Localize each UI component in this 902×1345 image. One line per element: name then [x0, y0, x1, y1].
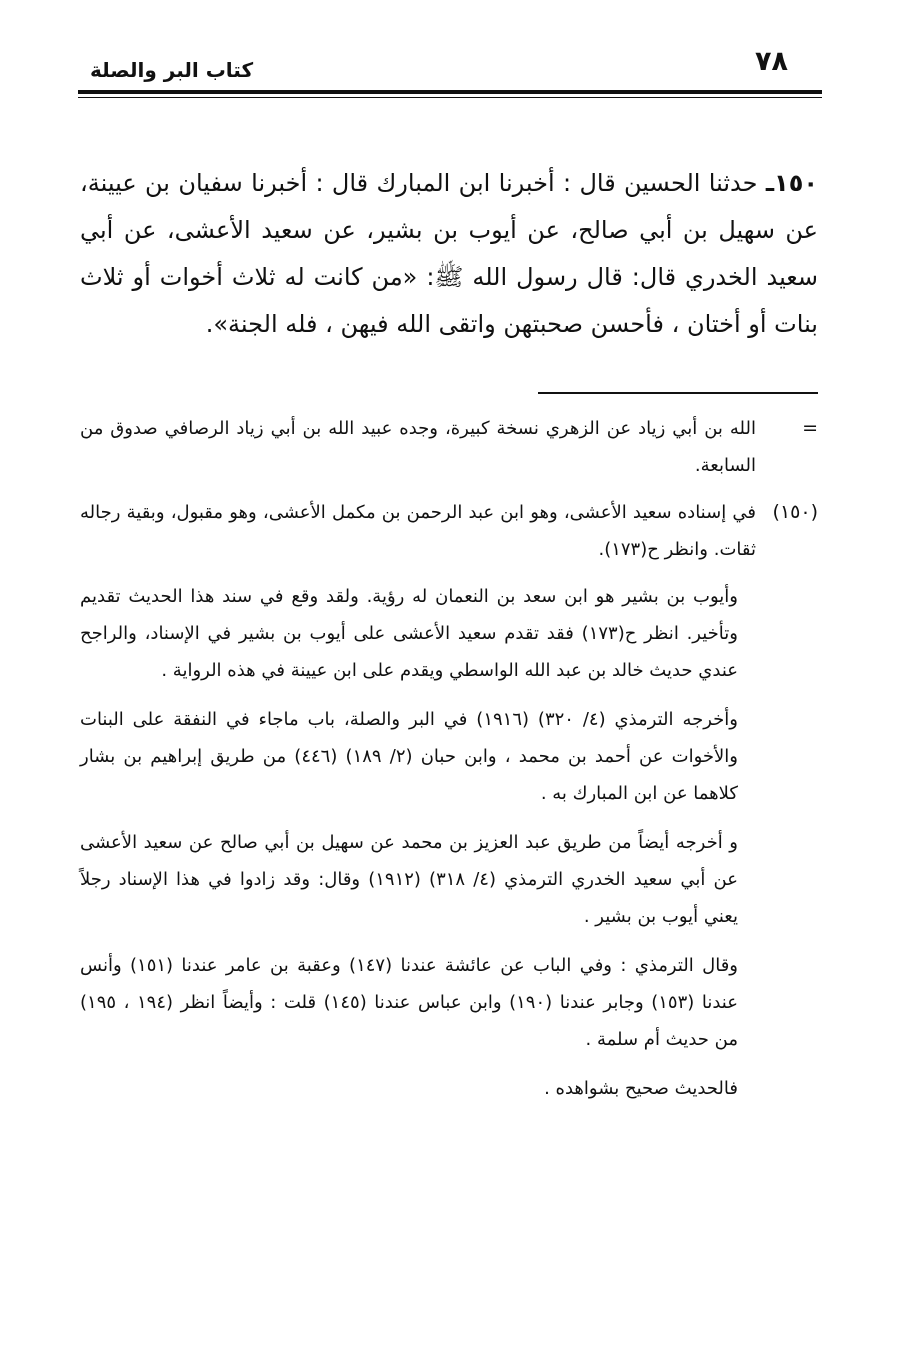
page-header: [78, 44, 822, 100]
book-title: كتاب البر والصلة: [90, 58, 254, 82]
footnote-text: في إسناده سعيد الأعشى، وهو ابن عبد الرحمن بن مكمل الأعشى، وهو مقبول، وبقية رجاله ثقات. وانظر ح(١٧٣).: [80, 502, 756, 560]
footnote-separator: [538, 392, 818, 394]
footnote-150: [80, 494, 818, 568]
footnote-text: الله بن أبي زياد عن الزهري نسخة كبيرة، وجده عبيد الله بن أبي زياد الرصافي صدوق من السابعة.: [80, 418, 756, 476]
hadith-body: حدثنا الحسين قال : أخبرنا ابن المبارك قال : أخبرنا سفيان بن عيينة، عن سهيل بن أبي صالح، عن أيوب بن بشير، عن سعيد الأعشى، عن أبي سعيد الخدري قال: قال رسول الله ﷺ: «من كانت له ثلاث أخوات أو ثلاث بنات أو أختان ، فأحسن صحبتهن واتقى الله فيهن ، فله الجنة».: [80, 169, 818, 338]
hadith-number: ١٥٠ـ: [765, 169, 818, 197]
footnote-marker: (١٥٠): [772, 501, 818, 523]
footnote-continuation: [80, 410, 818, 484]
footnote-paragraph: و أخرجه أيضاً من طريق عبد العزيز بن محمد عن سهيل بن أبي صالح عن سعيد الأعشى عن أبي سعيد الخدري الترمذي (٤/ ٣١٨) (١٩١٢) وقال: وقد زادوا في هذا الإسناد رجلاً يعني أيوب بن بشير .: [80, 832, 738, 927]
page-number: ٧٨: [755, 46, 788, 77]
header-rule-thick: [78, 90, 822, 94]
hadith-text-block: [80, 160, 818, 348]
footnote-paragraph: وأخرجه الترمذي (٤/ ٣٢٠) (١٩١٦) في البر والصلة، باب ماجاء في النفقة على البنات والأخوات عن أحمد بن محمد ، وابن حبان (٢/ ١٨٩) (٤٤٦) من طريق إبراهيم بن بشار كلاهما عن ابن المبارك به .: [80, 709, 738, 804]
footnote-paragraph: وقال الترمذي : وفي الباب عن عائشة عندنا (١٤٧) وعقبة بن عامر عندنا (١٥١) وأنس عندنا (١٥٣) وجابر عندنا (١٩٠) وابن عباس عندنا (١٤٥) قلت : وأيضاً انظر (١٩٤ ، ١٩٥) من حديث أم سلمة .: [80, 955, 738, 1050]
footnote-marker: =: [802, 417, 818, 439]
footnotes: [80, 410, 818, 1119]
footnote-paragraph: وأيوب بن بشير هو ابن سعد بن النعمان له رؤية. ولقد وقع في سند هذا الحديث تقديم وتأخير. انظر ح(١٧٣) فقد تقدم سعيد الأعشى على أيوب بن بشير في الإسناد، والراجح عندي حديث خالد بن عبد الله الواسطي ويقدم على ابن عيينة في هذه الرواية .: [80, 586, 738, 681]
footnote-paragraph: فالحديث صحيح بشواهده .: [544, 1078, 738, 1099]
header-rule-thin: [78, 97, 822, 98]
